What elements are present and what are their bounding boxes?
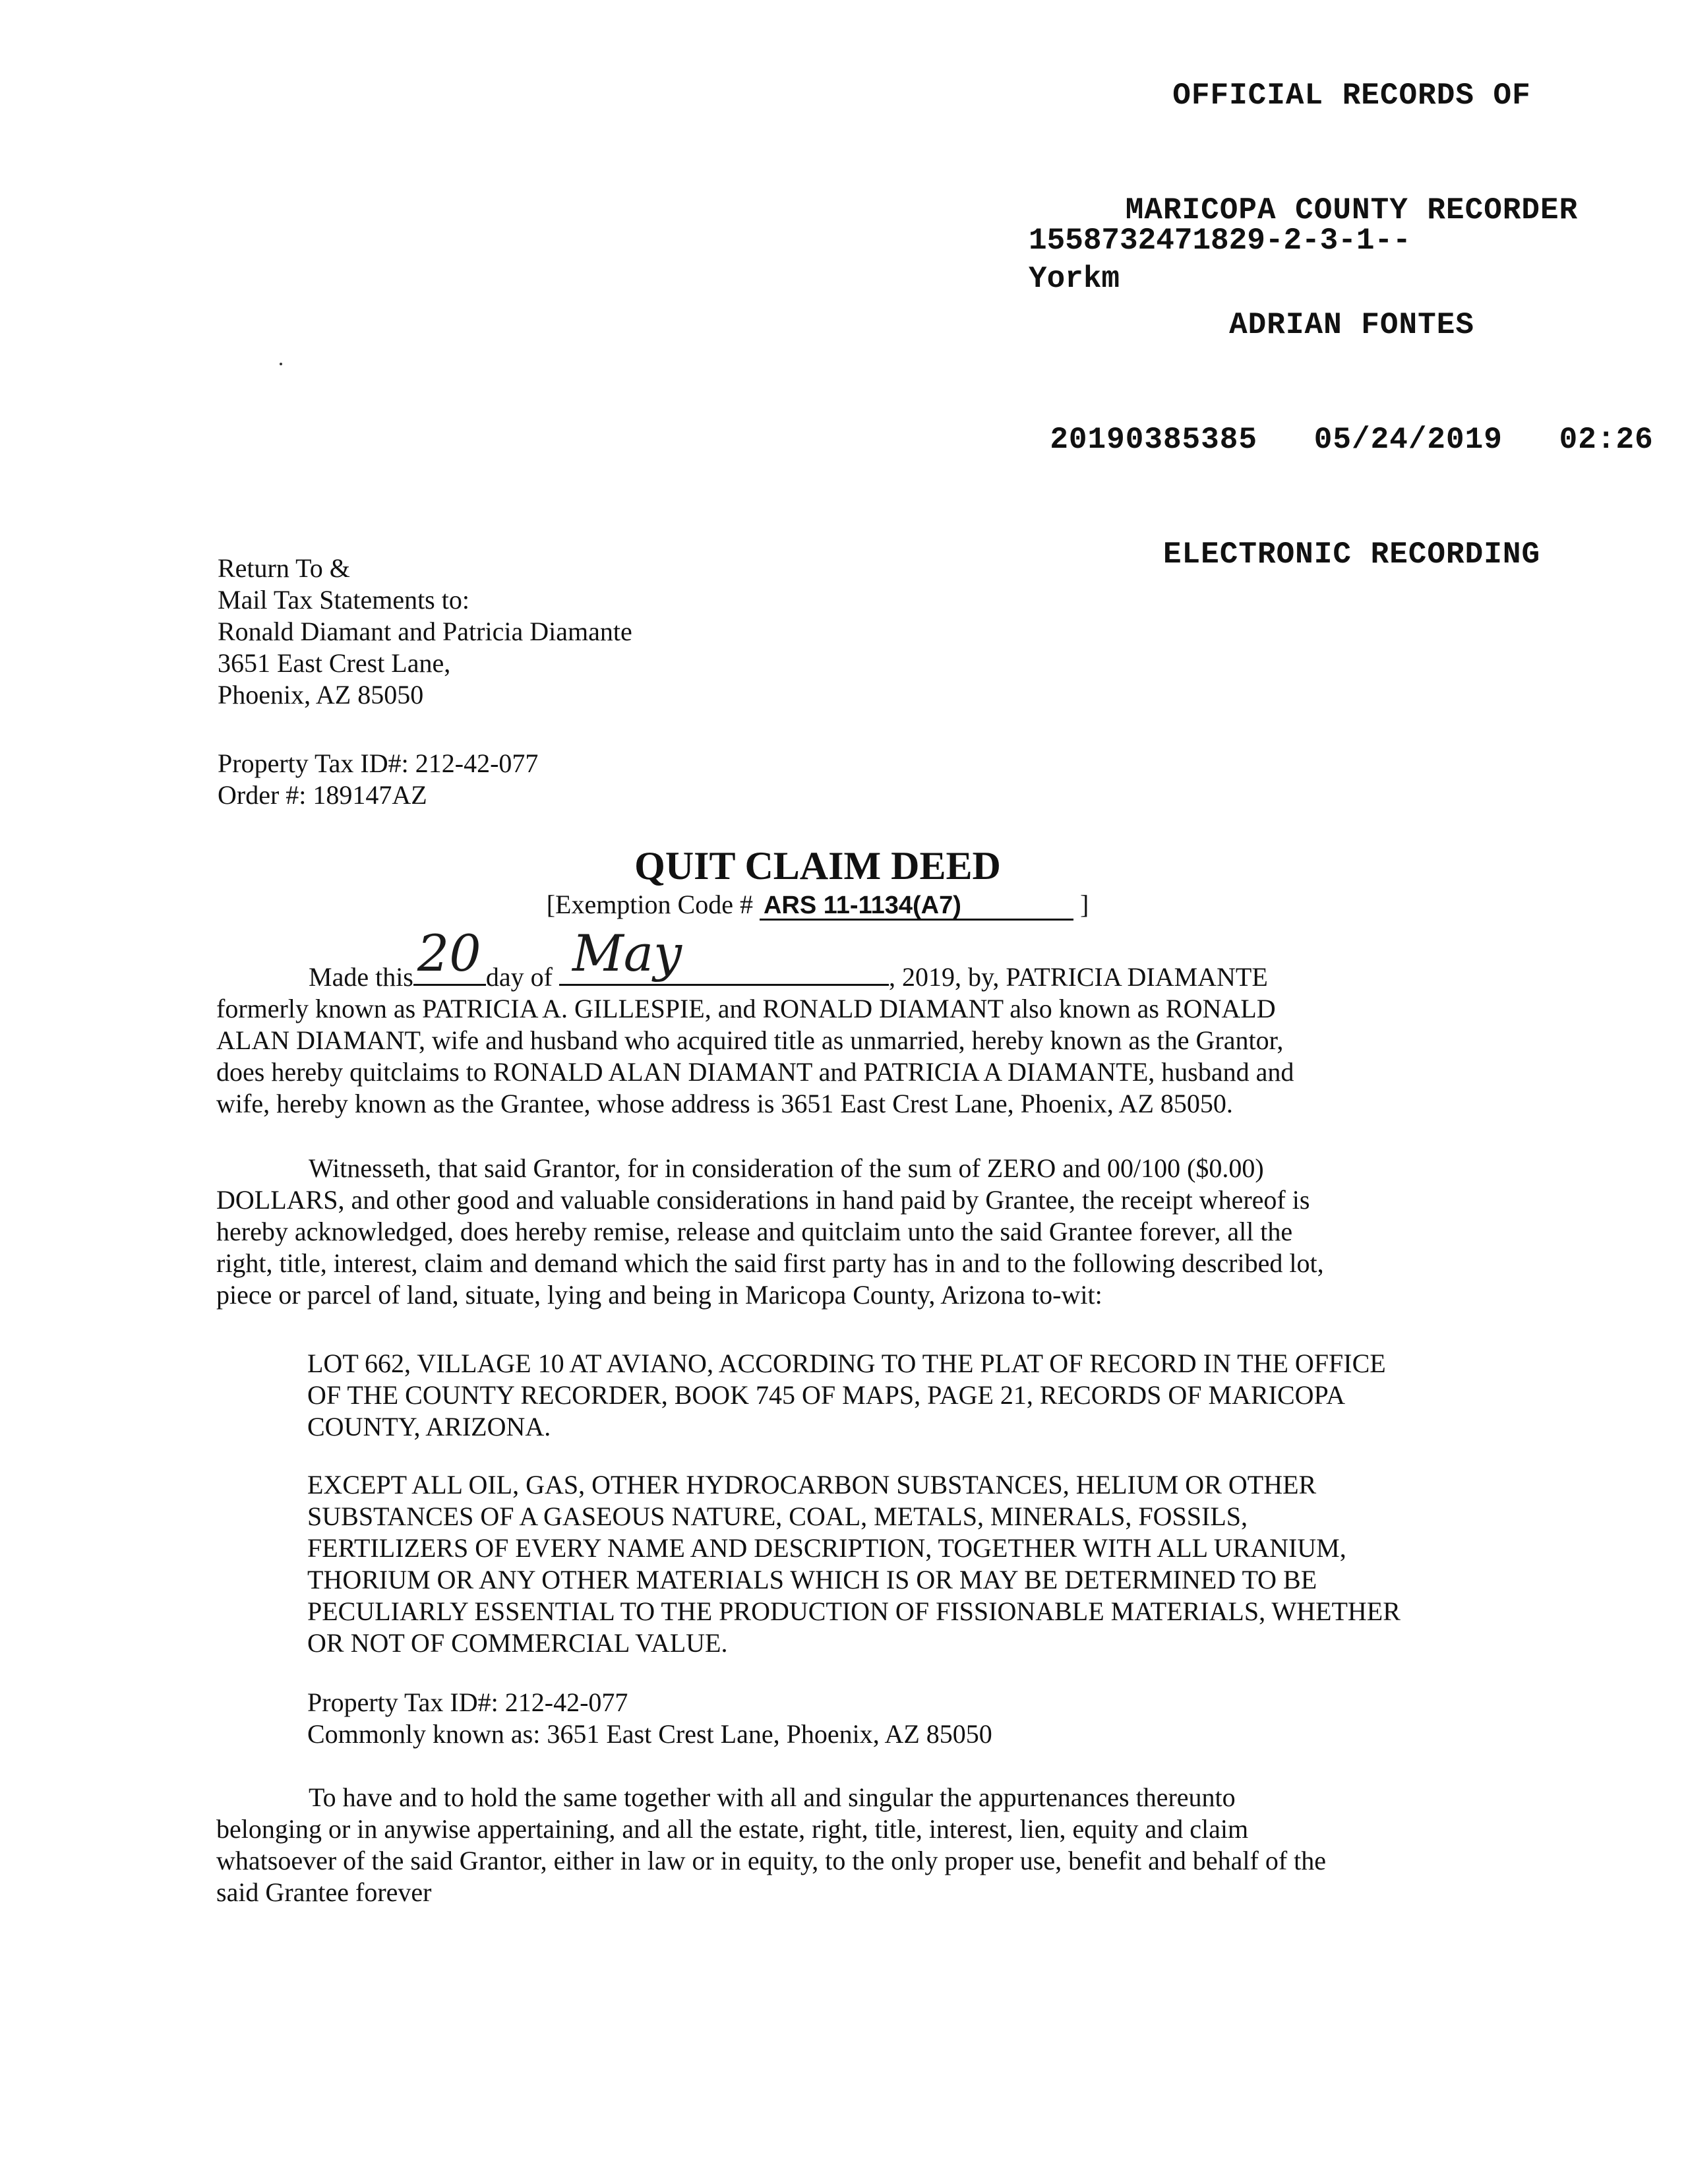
document-title: QUIT CLAIM DEED (634, 844, 1001, 888)
habendum-line-1-text: To have and to hold the same together with all and singular the appurtenances thereunto (309, 1782, 1236, 1812)
legal-description-lot: LOT 662, VILLAGE 10 AT AVIANO, ACCORDING TO THE PLAT OF RECORD IN THE OFFICE OF THE COUNTY RECORDER, BOOK 745 OF MAPS, PAGE 21, RECORDS OF MARICOPA COUNTY, ARIZONA. (307, 1349, 1386, 1441)
witnesseth-line-4: right, title, interest, claim and demand which the said first party has in and to the following described lot, (216, 1248, 1324, 1278)
grant-line-5: wife, hereby known as the Grantee, whose address is 3651 East Crest Lane, Phoenix, AZ 85050. (216, 1089, 1233, 1118)
exemption-suffix: ] (1079, 890, 1089, 919)
stamp-recording-number-date: 20190385385 05/24/2019 02:26 (1050, 423, 1654, 457)
return-to-line-2: Mail Tax Statements to: (218, 585, 469, 615)
grant-line-4: does hereby quitclaims to RONALD ALAN DIAMANT and PATRICIA A DIAMANTE, husband and (216, 1057, 1294, 1087)
recording-id-line-1: 1558732471829-2-3-1-- (1029, 224, 1411, 258)
witnesseth-line-2: DOLLARS, and other good and valuable considerations in hand paid by Grantee, the receipt whereof is (216, 1185, 1310, 1215)
habendum-line-2: belonging or in anywise appertaining, and all the estate, right, title, interest, lien, equity and claim (216, 1814, 1249, 1844)
order-number: Order #: 189147AZ (218, 780, 427, 810)
return-to-name: Ronald Diamant and Patricia Diamante (218, 617, 632, 646)
legal-commonly-known: Commonly known as: 3651 East Crest Lane, Phoenix, AZ 85050 (307, 1719, 992, 1749)
legal-description-exception: EXCEPT ALL OIL, GAS, OTHER HYDROCARBON SUBSTANCES, HELIUM OR OTHER SUBSTANCES OF A GASEOUS NATURE, COAL, METALS, MINERALS, FOSSILS, FERTILIZERS OF EVERY NAME AND DESCRIPTION, TOGETHER WITH ALL URANIUM, THORIUM OR ANY OTHER MATERIALS WHICH IS OR MAY BE DETERMINED TO BE PECULIARLY ESSENTIAL TO THE PRODUCTION OF FISSIONABLE MATERIALS, WHETHER OR NOT OF COMMERCIAL VALUE. (307, 1470, 1401, 1658)
day-of-label: day of (485, 962, 553, 992)
recording-stamp (1029, 0, 1675, 612)
exemption-code-line (0, 889, 1635, 921)
made-this-label: Made this (309, 962, 413, 992)
grant-line-3: ALAN DIAMANT, wife and husband who acquired title as unmarried, hereby known as the Grantor, (216, 1025, 1284, 1055)
recording-id-line-2: Yorkm (1029, 262, 1120, 296)
recording-id (1029, 222, 1411, 298)
return-to-line-1: Return To & (218, 553, 350, 583)
witnesseth-line-5: piece or parcel of land, situate, lying and being in Maricopa County, Arizona to-wit: (216, 1280, 1102, 1310)
grant-line-1 (216, 924, 1416, 993)
habendum-paragraph (216, 1782, 1416, 1908)
handwritten-month: May (572, 924, 682, 983)
grant-paragraph (216, 924, 1416, 1120)
habendum-line-1 (216, 1782, 1416, 1813)
year-by-text: , 2019, by, PATRICIA DIAMANTE (888, 962, 1268, 992)
return-to-block (218, 553, 632, 711)
stamp-line-2: MARICOPA COUNTY RECORDER (1125, 193, 1579, 228)
stamp-line-3: ADRIAN FONTES (1229, 308, 1474, 342)
legal-tax-id: Property Tax ID#: 212-42-077 (307, 1687, 628, 1717)
property-tax-id: Property Tax ID#: 212-42-077 (218, 748, 539, 778)
stamp-line-5: ELECTRONIC RECORDING (1162, 537, 1541, 572)
witnesseth-paragraph (216, 1153, 1416, 1311)
exemption-code: ARS 11-1134(A7) (760, 892, 1073, 921)
witnesseth-line-1 (216, 1153, 1416, 1184)
month-blank (559, 924, 889, 986)
references-block (218, 748, 538, 811)
habendum-line-4: said Grantee forever (216, 1877, 432, 1907)
handwritten-day: 20 (417, 924, 481, 983)
grant-line-2: formerly known as PATRICIA A. GILLESPIE, and RONALD DIAMANT also known as RONALD (216, 994, 1276, 1023)
scan-speck (280, 363, 282, 365)
return-to-street: 3651 East Crest Lane, (218, 648, 451, 678)
return-to-city: Phoenix, AZ 85050 (218, 680, 424, 710)
witnesseth-line-3: hereby acknowledged, does hereby remise, release and quitclaim unto the said Grantee forever, all the (216, 1217, 1293, 1246)
stamp-line-1: OFFICIAL RECORDS OF (1172, 78, 1531, 113)
exemption-prefix: [Exemption Code # (546, 890, 753, 919)
habendum-line-3: whatsoever of the said Grantor, either in law or in equity, to the only proper use, benefit and behalf of the (216, 1846, 1327, 1875)
day-blank (413, 924, 486, 986)
witnesseth-line-1-text: Witnesseth, that said Grantor, for in consideration of the sum of ZERO and 00/100 ($0.00) (309, 1153, 1264, 1183)
